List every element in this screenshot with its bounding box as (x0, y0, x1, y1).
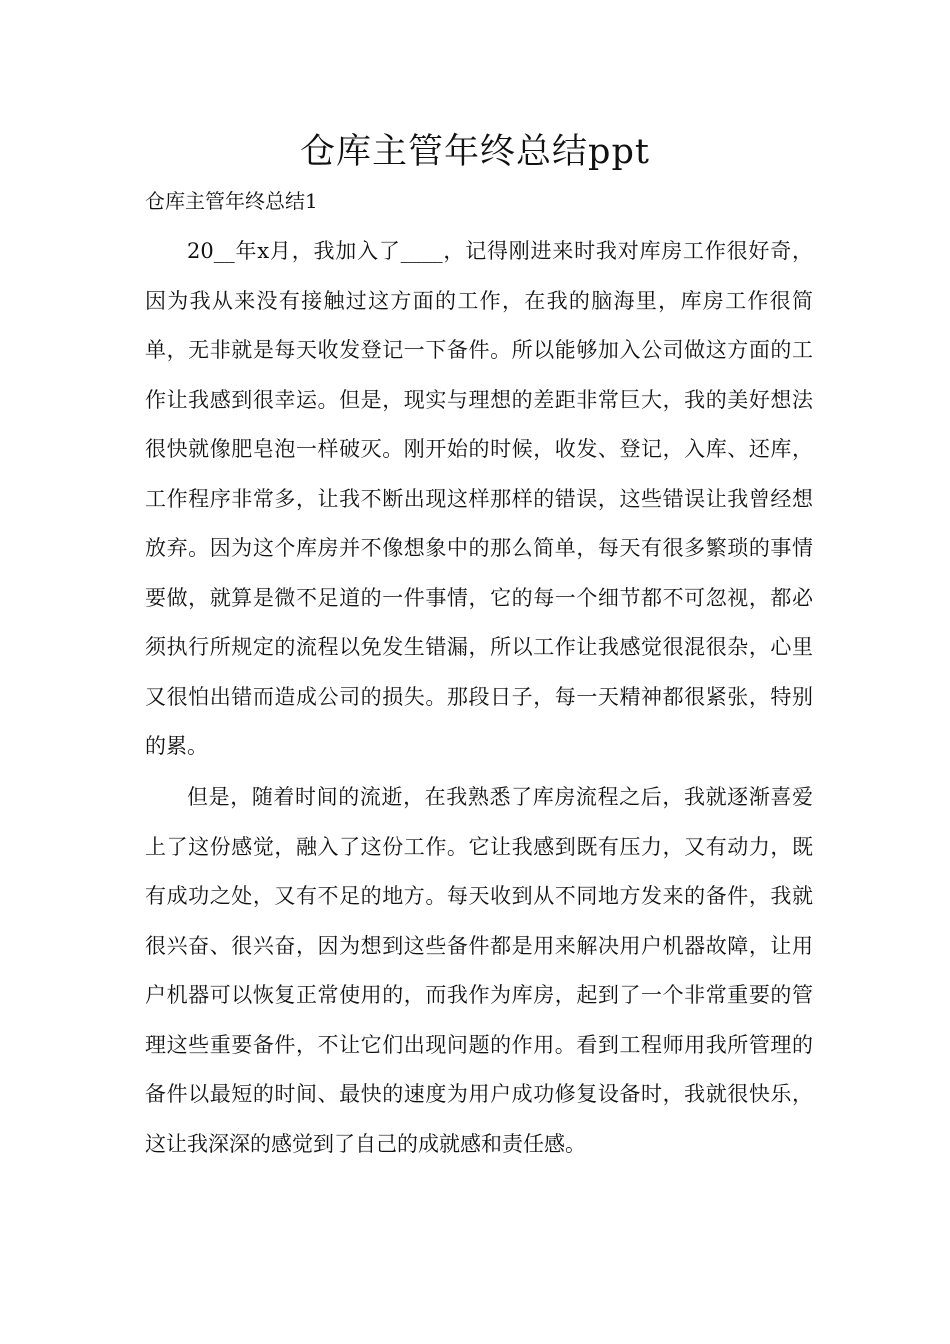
section-heading: 仓库主管年终总结1 (145, 189, 318, 213)
document-title: 仓库主管年终总结ppt (300, 132, 650, 172)
body-paragraph-1: 20__年x月，我加入了____，记得刚进来时我对库房工作很好奇，因为我从来没有接触过这方面的工作，在我的脑海里，库房工作很简单，无非就是每天收发登记一下备件。所以能够加入公司做这方面的工作让我感到很幸运。但是，现实与理想的差距非常巨大，我的美好想法很快就像肥皂泡一样破灭。刚开始的时候，收发、登记，入库、还库，工作程序非常多，让我不断出现这样那样的错误，这些错误让我曾经想放弃。因为这个库房并不像想象中的那么简单，每天有很多繁琐的事情要做，就算是微不足道的一件事情，它的每一个细节都不可忽视，都必须执行所规定的流程以免发生错漏，所以工作让我感觉很混很杂，心里又很怕出错而造成公司的损失。那段日子，每一天精神都很紧张，特别的累。 (145, 239, 813, 758)
body-paragraph-2: 但是，随着时间的流逝，在我熟悉了库房流程之后，我就逐渐喜爱上了这份感觉，融入了这份工作。它让我感到既有压力，又有动力，既有成功之处，又有不足的地方。每天收到从不同地方发来的备件，我就很兴奋、很兴奋，因为想到这些备件都是用来解决用户机器故障，让用户机器可以恢复正常使用的，而我作为库房，起到了一个非常重要的管理这些重要备件，不让它们出现问题的作用。看到工程师用我所管理的备件以最短的时间、最快的速度为用户成功修复设备时，我就很快乐，这让我深深的感觉到了自己的成就感和责任感。 (145, 785, 813, 1156)
